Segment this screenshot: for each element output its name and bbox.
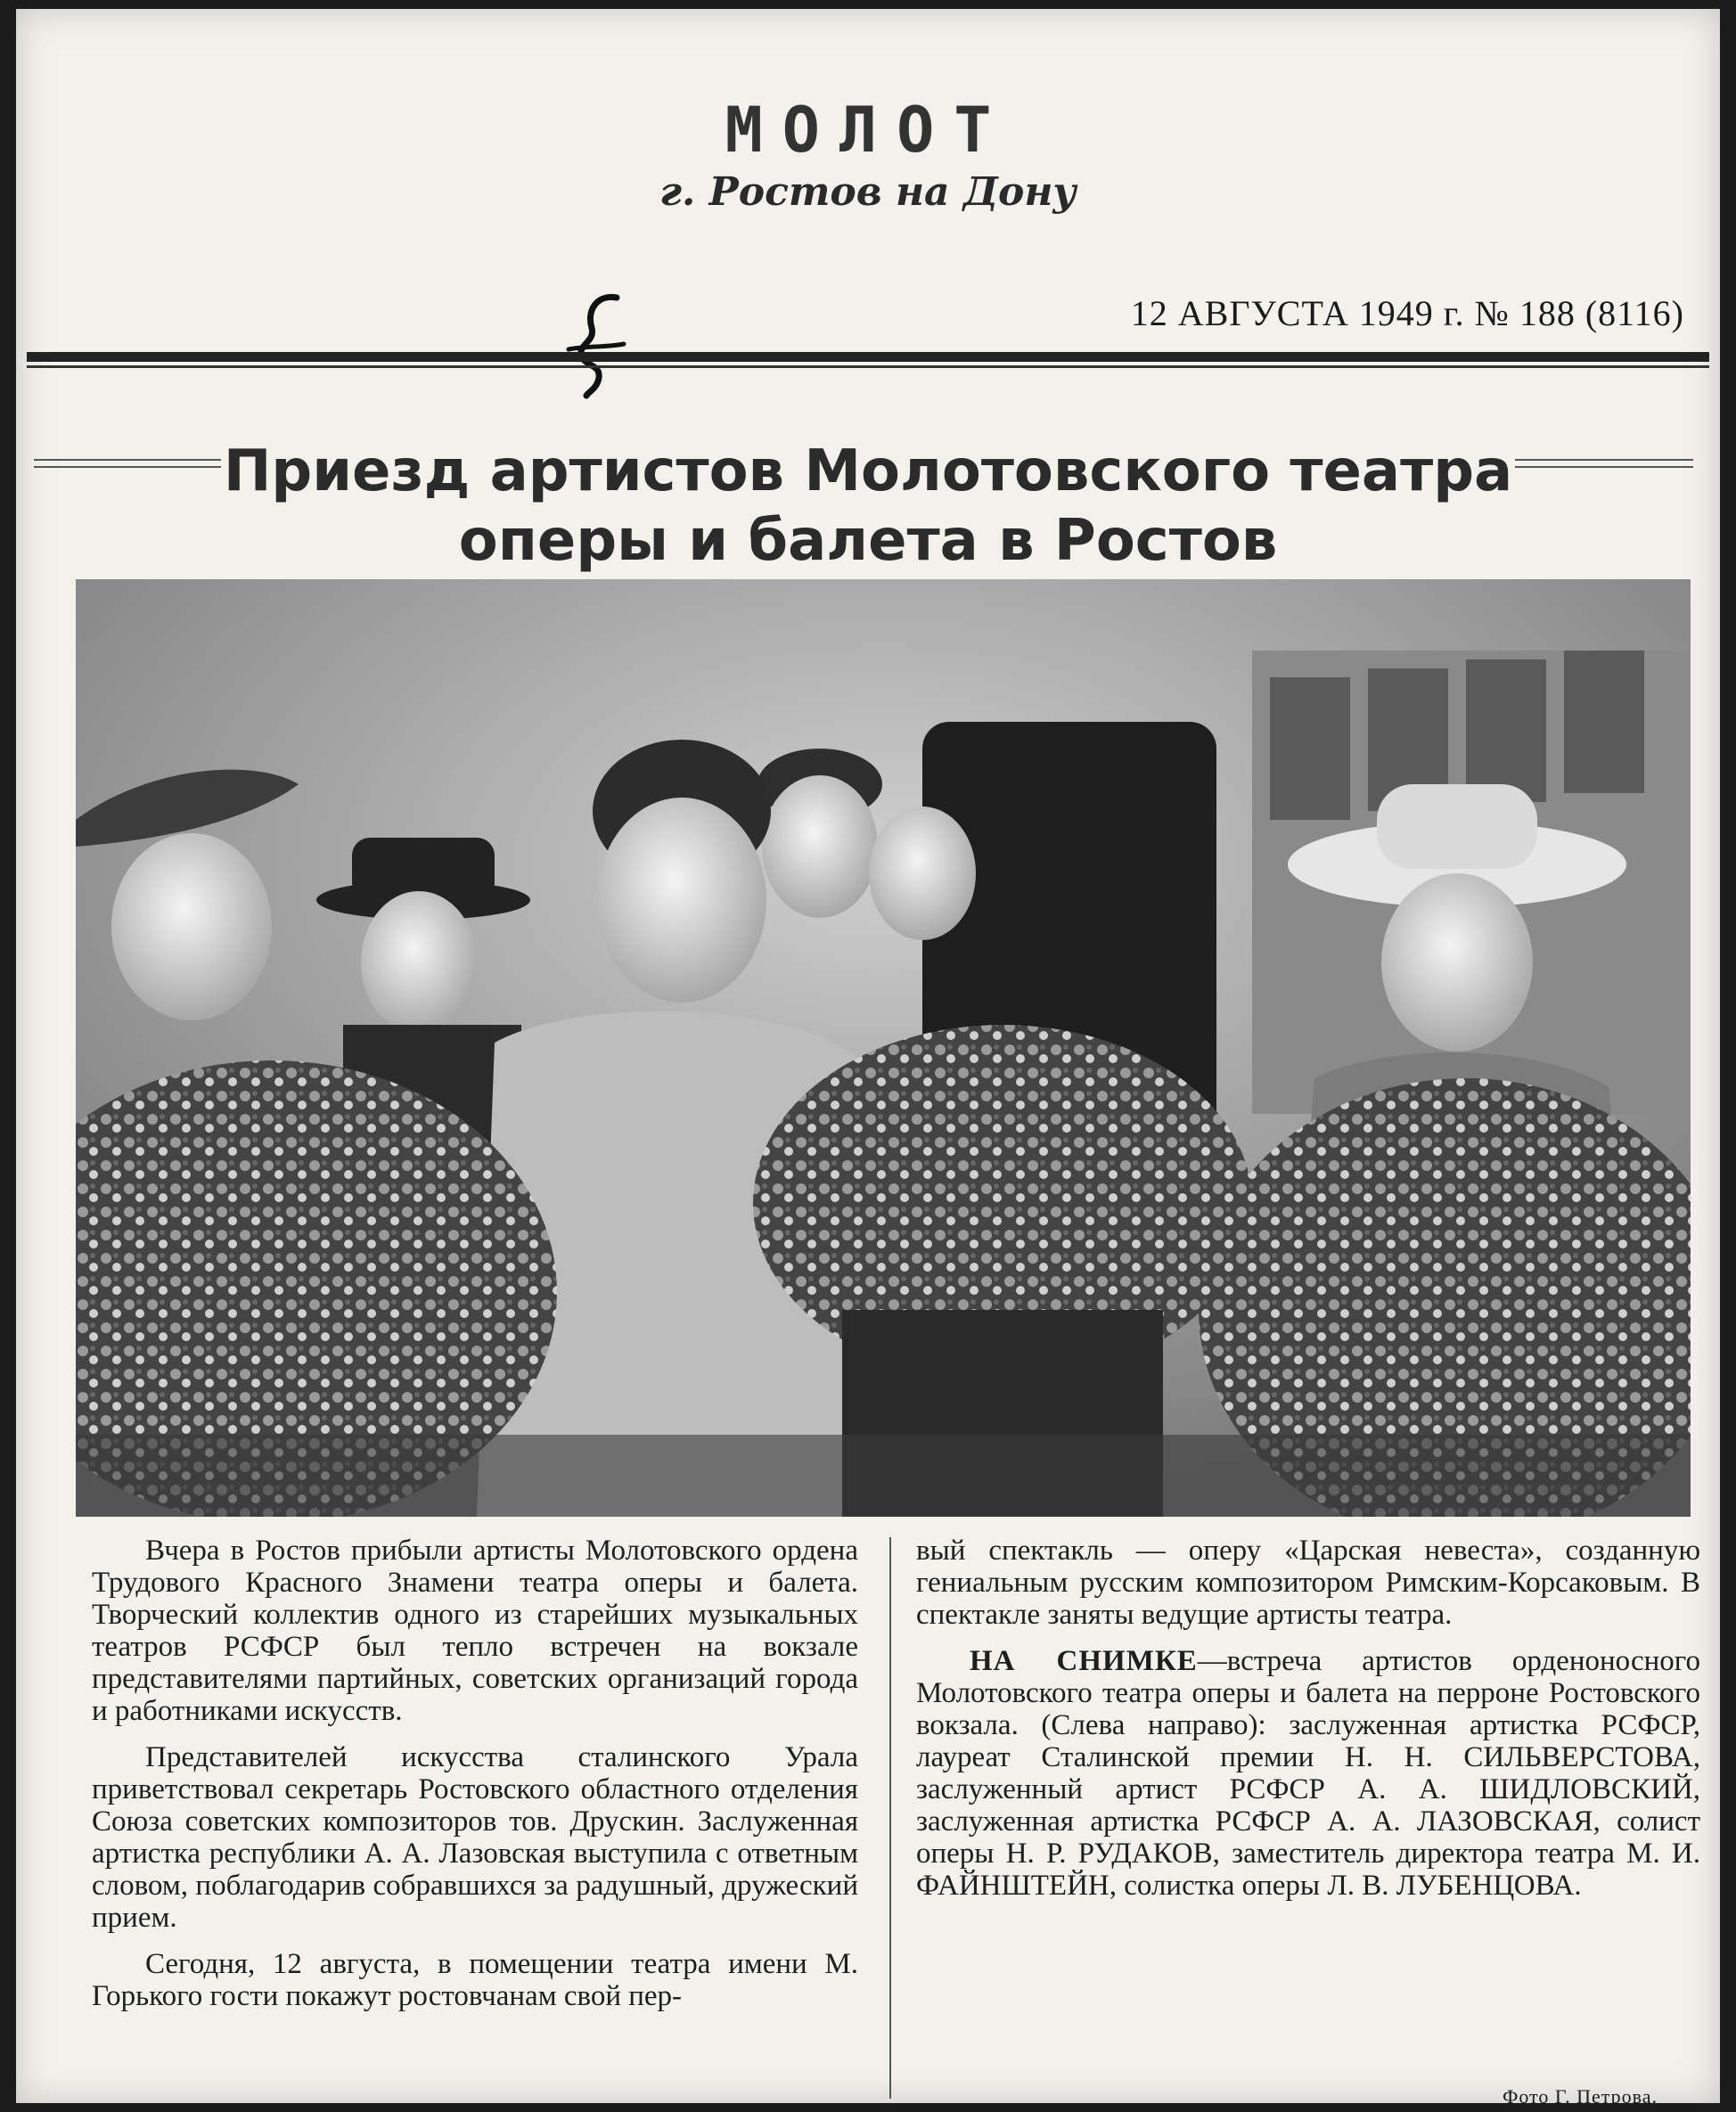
article-column-right [916,1535,1700,1916]
masthead-rule [27,352,1709,362]
handwritten-mark-icon [561,292,633,399]
article-continuation: вый спектакль — оперу «Царская невеста», созданную гениальным русским композитором Римским-Корсаковым. В спектакле заняты ведущие артисты театра. [916,1535,1700,1631]
headline-line-1: Приезд артистов Молотовского театра [223,438,1513,504]
newspaper-clipping [16,9,1720,2108]
photo-caption-text: —встреча артистов орденоносного Молотовского театра оперы и балета на перроне Ростовского вокзала. (Слева направо): заслуженная артистка РСФСР, лауреат Сталинской премии Н. Н. СИЛЬВЕРСТОВА, заслуженный артист РСФСР А. А. ШИДЛОВСКИЙ, заслуженная артистка РСФСР А. А. ЛАЗОВСКАЯ, солист оперы Н. Р. РУДАКОВ, заместитель директора театра М. И. ФАЙНШТЕЙН, солистка оперы Л. В. ЛУБЕНЦОВА. [916,1645,1700,1902]
article-column-left [92,1535,858,2026]
article-paragraph: Вчера в Ростов прибыли артисты Молотовского ордена Трудового Красного Знамени театра оперы и балета. Творческий коллектив одного из старейших музыкальных театров РСФСР был тепло встречен на вокзале представителями партийных, советских организаций города и работниками искусств. [92,1535,858,1727]
headline-line-2: оперы и балета в Ростов [458,508,1278,574]
photo-credit: Фото Г. Петрова. [1502,2085,1658,2108]
photograph-icon [76,579,1691,1517]
column-divider [889,1537,891,2099]
photo-caption-heading: НА СНИМКЕ [970,1645,1198,1677]
article-paragraph: Сегодня, 12 августа, в помещении театра имени М. Горького гости покажут ростовчанам свой пер- [92,1948,858,2012]
newspaper-name: МОЛОТ [725,94,1011,167]
article-headline [150,437,1586,576]
article-paragraph: Представителей искусства сталинского Урала приветствовал секретарь Ростовского областного отделения Союза советских композиторов тов. Друскин. Заслуженная артистка республики А. А. Лазовская выступила с ответным словом, поблагодарив собравшихся за радушный, дружеский прием. [92,1741,858,1934]
newspaper-city: г. Ростов на Дону [659,169,1077,215]
news-photograph [76,579,1691,1517]
photo-caption [916,1645,1700,1902]
masthead-rule-thin [27,365,1709,368]
issue-date-number: 12 АВГУСТА 1949 г. № 188 (8116) [1130,293,1684,333]
